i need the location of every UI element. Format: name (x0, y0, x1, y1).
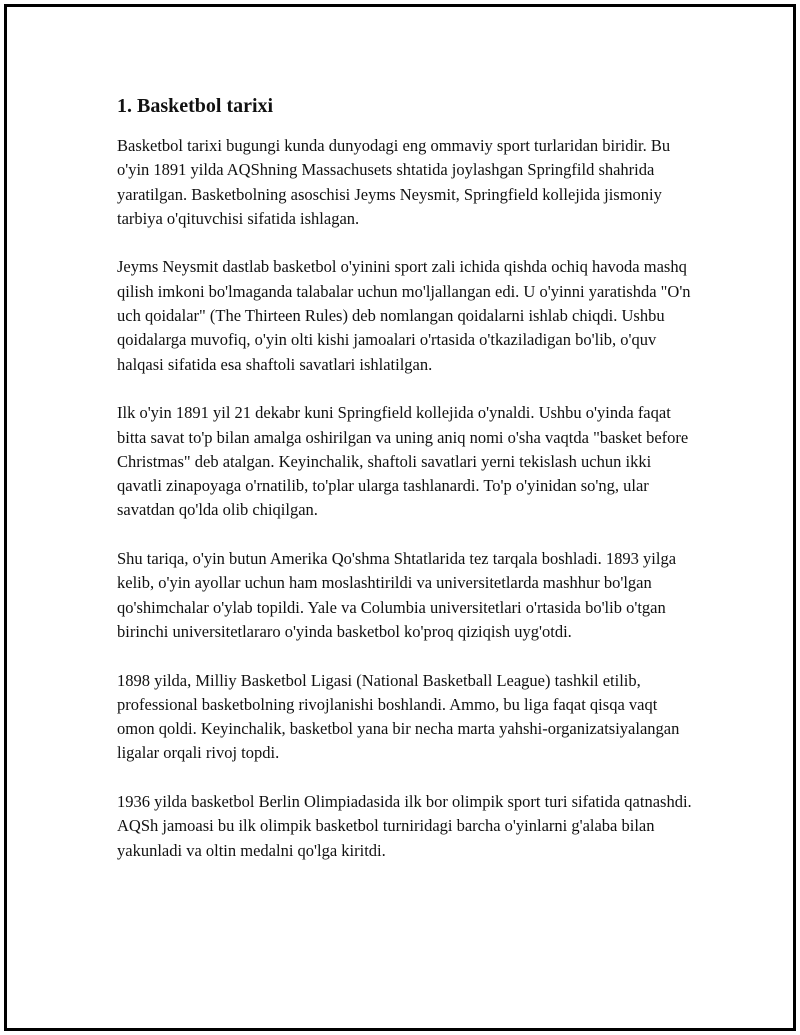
paragraph-4: Shu tariqa, o'yin butun Amerika Qo'shma Shtatlarida tez tarqala boshladi. 1893 yilga kelib, o'yin ayollar uchun ham moslashtirildi va universitetlarda mashhur bo'lgan qo'shimchalar o'ylab topildi. Yale va Columbia universitetlari o'rtasida bo'lib o'tgan birinchi universitetlararo o'yinda basketbol ko'proq qiziqish uyg'otdi. (117, 549, 677, 641)
document-body (117, 92, 692, 887)
paragraph-5: 1898 yilda, Milliy Basketbol Ligasi (National Basketball League) tashkil etilib, professional basketbolning rivojlanishi boshlandi. Ammo, bu liga faqat qisqa vaqt omon qoldi. Keyinchalik, basketbol yana bir necha marta yahshi-organizatsiyalangan ligalar orqali rivoj topdi. (117, 670, 680, 763)
paragraph-1: Basketbol tarixi bugungi kunda dunyodagi eng ommaviy sport turlaridan biridir. Bu o'yin 1891 yilda AQShning Massachusets shtatida joylashgan Springfild shahrida yaratilgan. Basketbolning asoschisi Jeyms Neysmit, Springfield kollejida jismoniy tarbiya o'qituvchisi sifatida ishlagan. (117, 136, 671, 228)
paragraph-6: 1936 yilda basketbol Berlin Olimpiadasida ilk bor olimpik sport turi sifatida qatnashdi. AQSh jamoasi bu ilk olimpik basketbol turniridagi barcha o'yinlarni g'alaba bilan yakunladi va oltin medalni qo'lga kiritdi. (117, 792, 692, 860)
document-title: 1. Basketbol tarixi (117, 95, 274, 117)
paragraph-3: Ilk o'yin 1891 yil 21 dekabr kuni Springfield kollejida o'ynaldi. Ushbu o'yinda faqat bitta savat to'p bilan amalga oshirilgan va uning aniq nomi o'sha vaqtda "basket before Christmas" deb atalgan. Keyinchalik, shaftoli savatlari yerni tekislash uchun ikki qavatli zinapoyaga o'rnatilib, to'plar ularga tashlanardi. To'p o'yinidan so'ng, ular savatdan qo'lda olib chiqilgan. (117, 403, 689, 520)
paragraph-2: Jeyms Neysmit dastlab basketbol o'yinini sport zali ichida qishda ochiq havoda mashq qilish imkoni bo'lmaganda talabalar uchun mo'ljallangan edi. U o'yinni yaratishda "O'n uch qoidalar" (The Thirteen Rules) deb nomlangan qoidalarni ishlab chiqdi. Ushbu qoidalarga muvofiq, o'yin olti kishi jamoalari o'rtasida o'tkaziladigan bo'lib, o'quv halqasi sifatida esa shaftoli savatlari ishlatilgan. (117, 257, 691, 374)
